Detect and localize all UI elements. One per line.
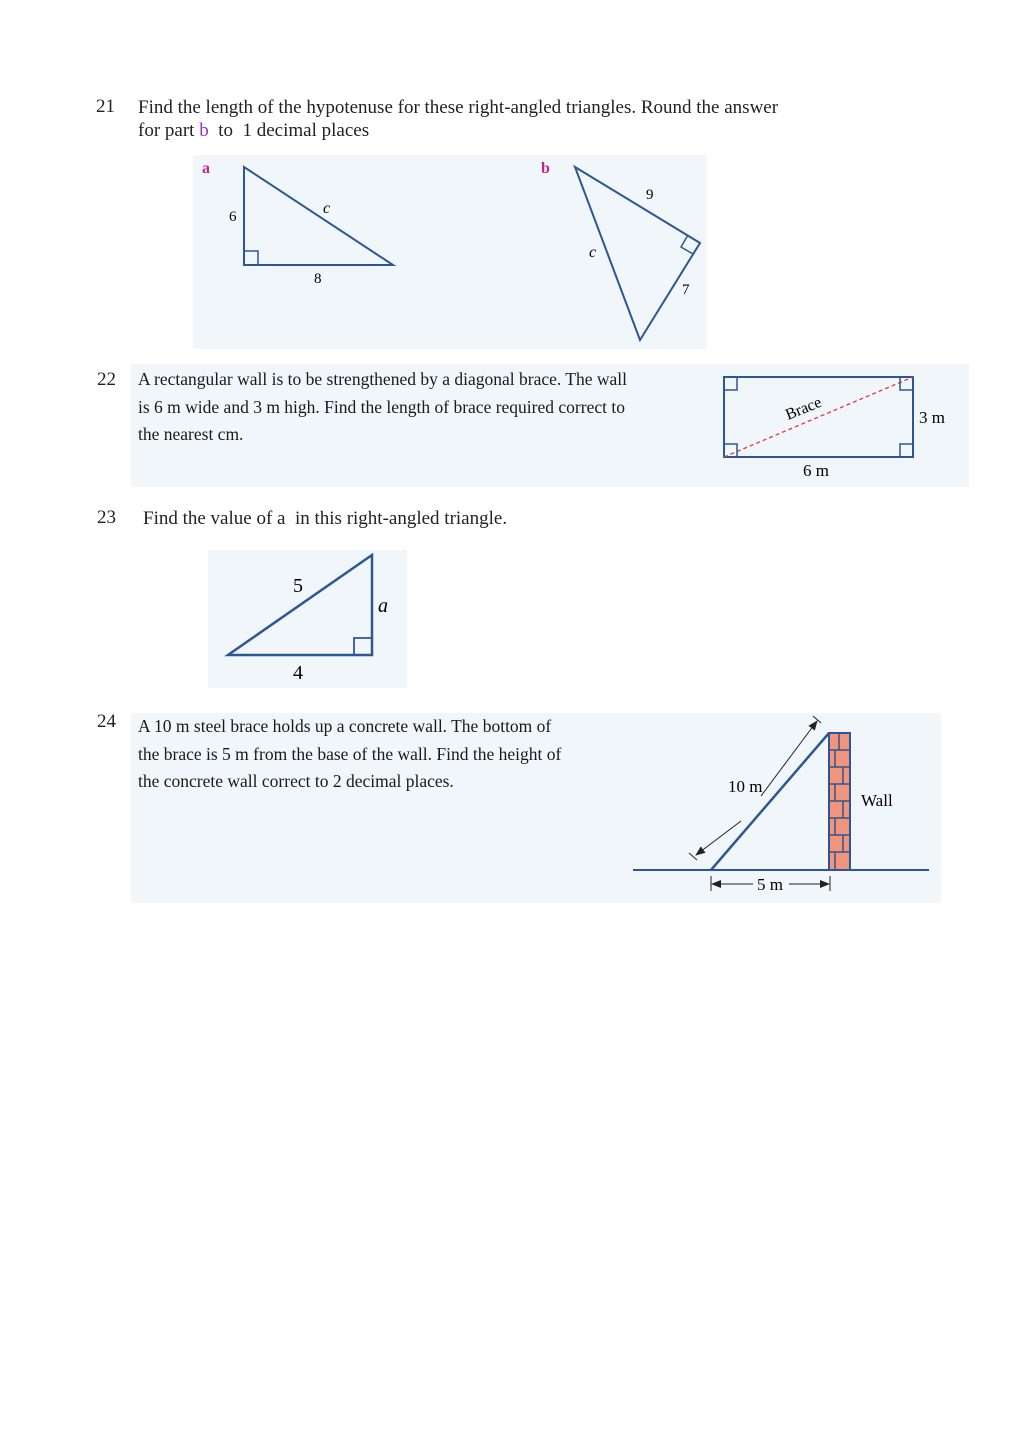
brace-length-label: 10 m bbox=[728, 777, 763, 796]
corner-mark-bottom-left bbox=[724, 444, 737, 457]
triangle-b-side-7: 7 bbox=[682, 282, 690, 298]
triangle-a bbox=[244, 167, 393, 265]
question-23-figure-panel bbox=[208, 550, 407, 688]
triangle-q23-base: 4 bbox=[293, 662, 303, 684]
question-23-figure bbox=[208, 550, 407, 688]
question-21-figure-panel bbox=[193, 155, 707, 349]
triangle-q23-hypotenuse: 5 bbox=[293, 575, 303, 597]
wall-width-label: 6 m bbox=[803, 461, 829, 480]
corner-mark-top-left bbox=[724, 377, 737, 390]
distance-label: 5 m bbox=[757, 875, 783, 894]
question-21-number: 21 bbox=[96, 96, 115, 117]
triangle-a-side-6: 6 bbox=[229, 209, 237, 225]
steel-brace bbox=[711, 733, 829, 870]
question-24-text bbox=[138, 713, 618, 796]
brace-dimension-tick-bottom bbox=[689, 853, 697, 860]
question-21-text bbox=[138, 96, 958, 142]
question-23-text: Find the value of a in this right-angled triangle. bbox=[143, 508, 508, 529]
wall-height-label: 3 m bbox=[919, 408, 945, 427]
question-22-number: 22 bbox=[97, 369, 116, 390]
question-22-figure bbox=[711, 364, 969, 487]
question-22-line-3: the nearest cm. bbox=[138, 424, 244, 444]
question-24-line-3: the concrete wall correct to 2 decimal places. bbox=[138, 771, 454, 791]
right-angle-mark-a bbox=[244, 251, 258, 265]
question-21-line-1: Find the length of the hypotenuse for these right-angled triangles. Round the answer bbox=[138, 97, 779, 118]
question-22-line-1: A rectangular wall is to be strengthened by a diagonal brace. The wall bbox=[138, 369, 628, 389]
question-21-line-2-pre: for part bbox=[138, 120, 200, 141]
triangle-a-hypotenuse: c bbox=[323, 200, 331, 217]
question-24-panel bbox=[131, 713, 941, 903]
question-24-line-1: A 10 m steel brace holds up a concrete wall. The bottom of bbox=[138, 716, 552, 736]
question-24-number: 24 bbox=[97, 711, 116, 732]
question-24-figure bbox=[621, 713, 941, 903]
triangle-q23 bbox=[228, 555, 372, 655]
triangle-b-side-9: 9 bbox=[646, 187, 654, 203]
wall-label: Wall bbox=[861, 791, 893, 810]
triangle-q23-unknown: a bbox=[378, 595, 388, 617]
brace-label: Brace bbox=[783, 393, 825, 424]
question-21-figure bbox=[193, 155, 707, 349]
question-21-line-2 bbox=[138, 119, 958, 142]
question-22-line-2: is 6 m wide and 3 m high. Find the length of brace required correct to bbox=[138, 396, 625, 417]
brace-line bbox=[724, 377, 913, 457]
brace-dimension-tick-top bbox=[813, 716, 821, 723]
corner-mark-top-right bbox=[900, 377, 913, 390]
question-23-number: 23 bbox=[97, 507, 116, 528]
question-21-line-2-post: to 1 decimal places bbox=[208, 120, 370, 141]
question-21-part-ref: b bbox=[199, 120, 209, 141]
brace-dimension-arrow-down bbox=[696, 821, 741, 855]
triangle-b-hypotenuse: c bbox=[589, 244, 597, 261]
right-angle-mark-q23 bbox=[354, 638, 372, 655]
question-22-panel bbox=[131, 364, 969, 487]
triangle-a-side-8: 8 bbox=[314, 271, 322, 287]
question-24-line-2: the brace is 5 m from the base of the wall. Find the height of bbox=[138, 743, 562, 764]
brick-wall bbox=[829, 733, 850, 870]
figure-b-label: b bbox=[541, 160, 550, 177]
figure-a-label: a bbox=[202, 160, 210, 177]
question-22-text bbox=[138, 366, 718, 449]
corner-mark-bottom-right bbox=[900, 444, 913, 457]
